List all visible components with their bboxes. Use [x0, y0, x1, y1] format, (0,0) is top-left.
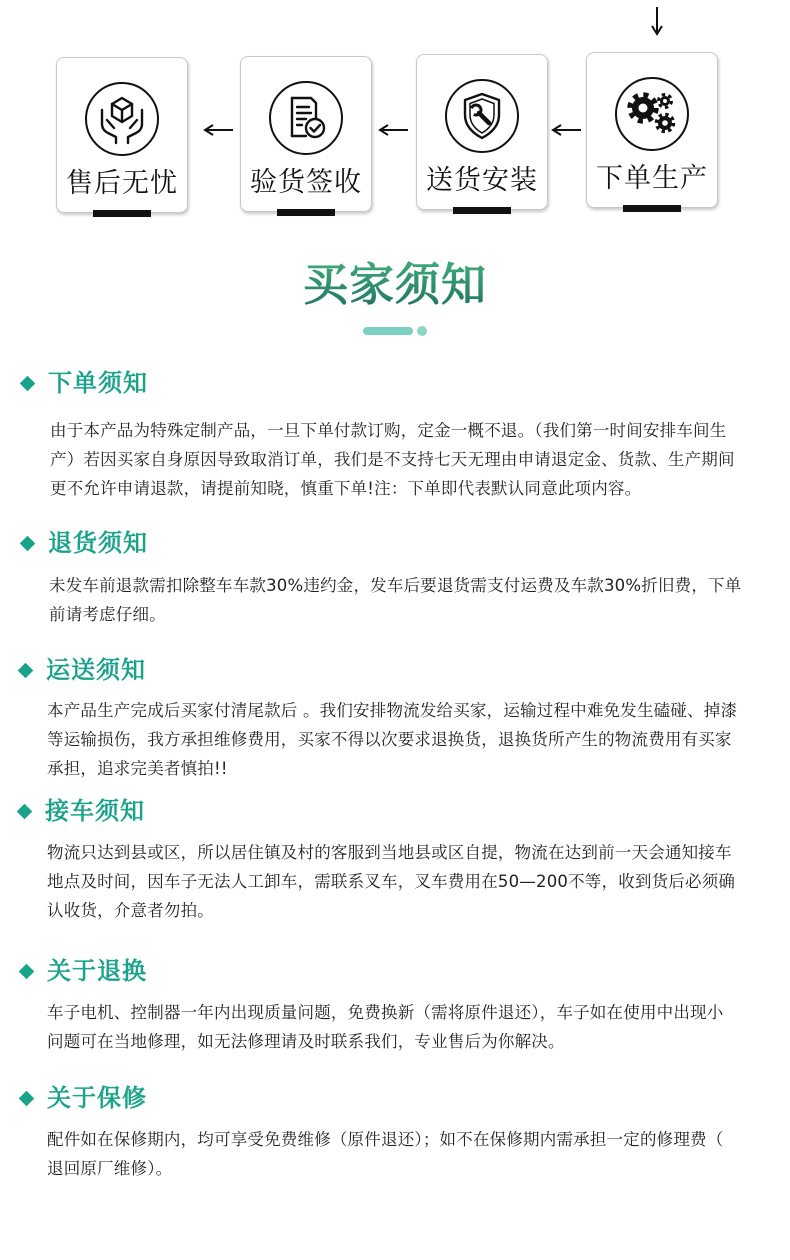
text-line: 物流只达到县或区，所以居住镇及村的客服到当地县或区自提，物流在达到前一天会通知接车: [47, 843, 732, 862]
text-line: 承担，追求完美者慎拍!!: [47, 759, 228, 778]
text-line: 前请考虑仔细。: [49, 605, 166, 624]
text-line: 未发车前退款需扣除整车车款30%违约金，发车后要退货需支付运费及车款30%折旧费，下单: [49, 576, 742, 595]
diamond-bullet-icon: [19, 963, 35, 979]
diamond-bullet-icon: [20, 535, 36, 551]
step-underline-bar: [93, 210, 151, 217]
shield-wrench-icon: [444, 78, 520, 154]
section-body-shipping-notice: [47, 696, 737, 783]
step-label: 售后无忧: [66, 168, 178, 199]
arrow-down-icon: [650, 6, 664, 36]
step-after-sales: [56, 57, 188, 213]
document-check-icon: [268, 80, 344, 156]
section-body-return-notice: [49, 571, 741, 629]
text-line: 车子电机、控制器一年内出现质量问题，免费换新（需将原件退还），车子如在使用中出现小: [47, 1003, 724, 1022]
section-title: 接车须知: [45, 797, 145, 825]
section-body-order-notice: [50, 416, 735, 503]
section-title: 退货须知: [48, 529, 148, 557]
section-heading-shipping-notice: [20, 655, 240, 685]
step-label: 验货签收: [250, 167, 362, 198]
gears-icon: [614, 76, 690, 152]
text-line: 本产品生产完成后买家付清尾款后 。我们安排物流发给买家，运输过程中难免发生磕碰、掉漆: [47, 701, 738, 720]
step-label: 下单生产: [596, 163, 708, 194]
step-underline-bar: [453, 207, 511, 214]
page-title: 买家须知: [0, 256, 790, 314]
title-decor-dot: [417, 326, 427, 336]
title-decor-pill: [363, 327, 413, 335]
section-body-pickup-notice: [47, 838, 735, 925]
step-underline-bar: [623, 205, 681, 212]
text-line: 更不允许申请退款，请提前知晓，慎重下单!注：下单即代表默认同意此项内容。: [50, 479, 642, 498]
step-order-production: [586, 52, 718, 208]
arrow-left-icon: [551, 124, 583, 136]
diamond-bullet-icon: [17, 803, 33, 819]
section-heading-return-notice: [22, 528, 242, 558]
step-label: 送货安装: [426, 165, 538, 196]
diamond-bullet-icon: [19, 1090, 35, 1106]
section-title: 下单须知: [48, 369, 148, 397]
text-line: 退回原厂维修）。: [47, 1159, 173, 1178]
text-line: 地点及时间，因车子无法人工卸车，需联系叉车，叉车费用在50—200不等，收到货后必须确: [47, 872, 736, 891]
step-underline-bar: [277, 209, 335, 216]
section-body-exchange-policy: [47, 998, 723, 1056]
section-body-warranty-policy: [47, 1125, 723, 1183]
section-title: 运送须知: [46, 656, 146, 684]
section-heading-warranty-policy: [21, 1083, 241, 1113]
step-delivery-install: [416, 54, 548, 210]
text-line: 由于本产品为特殊定制产品，一旦下单付款订购，定金一概不退。（我们第一时间安排车间生: [50, 421, 727, 440]
section-heading-order-notice: [22, 368, 242, 398]
diamond-bullet-icon: [20, 375, 36, 391]
diamond-bullet-icon: [18, 662, 34, 678]
arrow-left-icon: [203, 124, 235, 136]
section-title: 关于退换: [47, 957, 147, 985]
arrow-left-icon: [378, 124, 410, 136]
text-line: 产）若因买家自身原因导致取消订单，我们是不支持七天无理由申请退定金、货款、生产期间: [50, 450, 735, 469]
text-line: 等运输损伤，我方承担维修费用，买家不得以次要求退换货，退换货所产生的物流费用有买家: [47, 730, 732, 749]
text-line: 认收货，介意者勿拍。: [47, 901, 214, 920]
step-inspect-sign: [240, 56, 372, 212]
text-line: 配件如在保修期内，均可享受免费维修（原件退还）；如不在保修期内需承担一定的修理费（: [47, 1130, 724, 1149]
section-title: 关于保修: [47, 1084, 147, 1112]
hands-holding-box-icon: [84, 81, 160, 157]
section-heading-exchange-policy: [21, 956, 241, 986]
text-line: 问题可在当地修理，如无法修理请及时联系我们，专业售后为你解决。: [47, 1032, 565, 1051]
section-heading-pickup-notice: [19, 796, 239, 826]
